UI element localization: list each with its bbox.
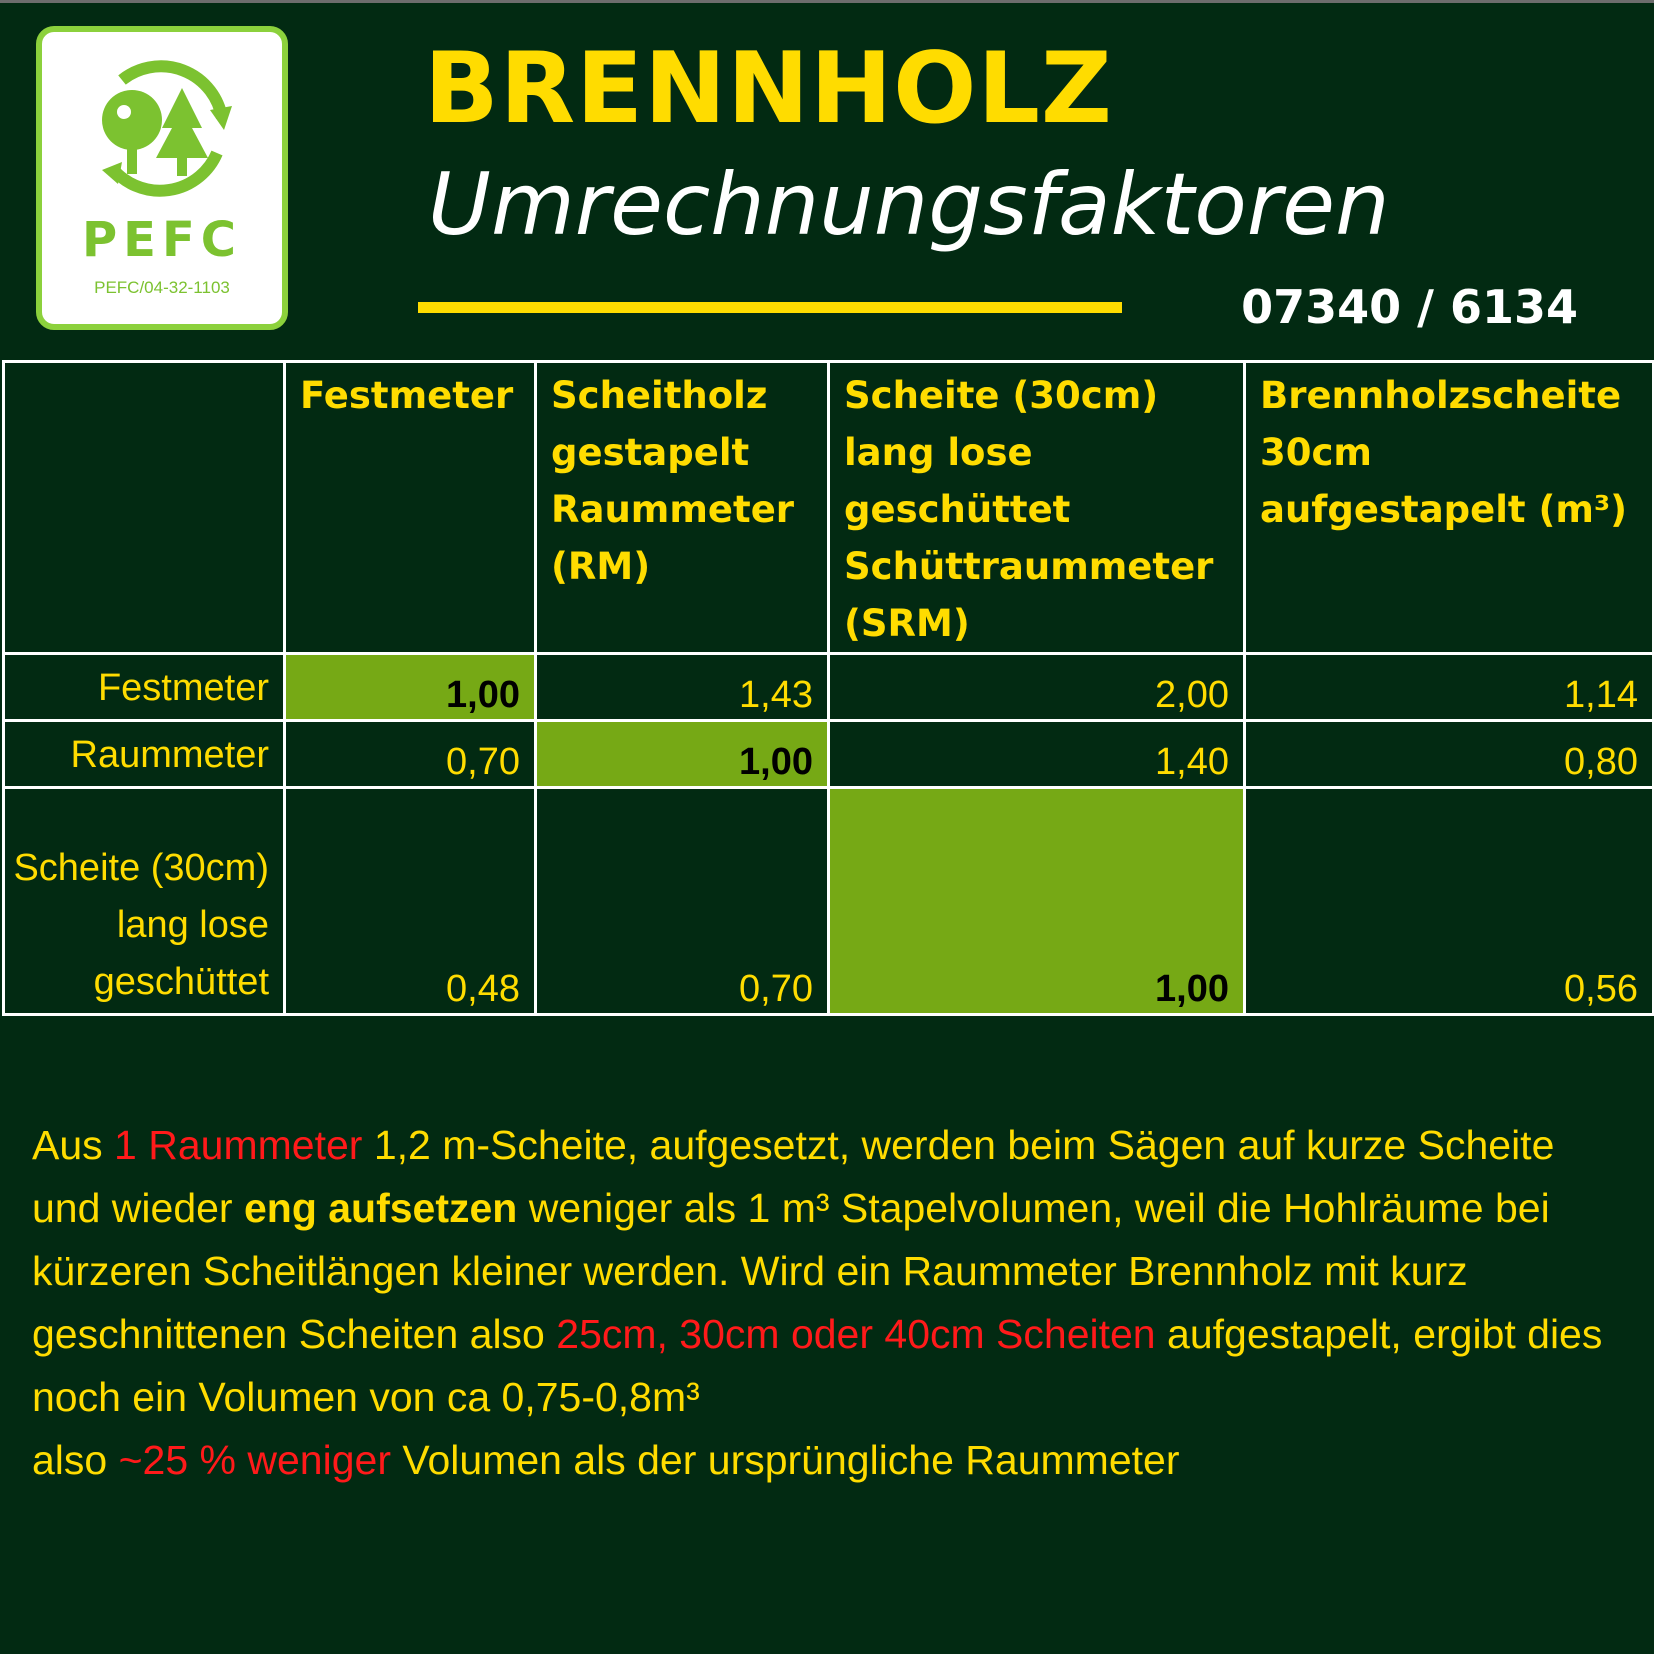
table-cell: 0,48 [285,788,536,1015]
explanation-note [32,1114,1632,1492]
table-cell: 1,00 [536,721,829,788]
table-cell: 1,14 [1245,654,1654,721]
table-cell: 1,00 [829,788,1245,1015]
table-cell: 0,56 [1245,788,1654,1015]
note-text: weniger als 1 m³ Stapelvolumen, weil die Hohlräume bei kürzeren Scheitlängen kleiner werden. Wird ein Raummeter Brennholz mit kurz geschnittenen Scheiten also [32,1185,1550,1357]
table-cell: 1,40 [829,721,1245,788]
table-row [4,654,1654,721]
table-cell: 0,70 [536,788,829,1015]
column-header-raummeter: Scheitholz gestapelt Raummeter (RM) [536,362,829,654]
title-underline [418,302,1122,313]
table-header-row [4,362,1654,654]
column-header-festmeter: Festmeter [285,362,536,654]
note-text: aufgestapelt, ergibt dies noch ein Volumen von ca 0,75-0,8m³ [32,1311,1603,1420]
page-subtitle: Umrechnungsfaktoren [428,155,1390,255]
note-emphasis-lengths: 25cm, 30cm oder 40cm Scheiten [556,1311,1156,1357]
column-header-brennholzscheite: Brennholzscheite 30cm aufgestapelt (m³) [1245,362,1654,654]
table-cell: 1,00 [285,654,536,721]
top-border [0,0,1654,3]
note-emphasis-percent: ~25 % weniger [118,1437,391,1483]
row-label-scheite: Scheite (30cm) lang lose geschüttet [4,788,285,1015]
note-text: Aus [32,1122,115,1168]
pefc-wordmark: PEFC [82,212,242,268]
table-row [4,788,1654,1015]
phone-number: 07340 / 6134 [1241,280,1578,334]
pefc-certificate-code: PEFC/04-32-1103 [94,278,230,297]
pefc-trees-icon [82,58,242,208]
table-cell: 0,80 [1245,721,1654,788]
table-corner-cell [4,362,285,654]
conversion-table [2,360,1654,1016]
table-cell: 0,70 [285,721,536,788]
row-label-festmeter: Festmeter [4,654,285,721]
table-row [4,721,1654,788]
note-text: Volumen als der ursprüngliche Raummeter [390,1437,1180,1483]
table-cell: 2,00 [829,654,1245,721]
note-text: also [32,1437,119,1483]
table-cell: 1,43 [536,654,829,721]
page-title: BRENNHOLZ [424,32,1113,146]
pefc-logo [36,26,288,330]
note-bold-eng-aufsetzen: eng aufsetzen [243,1185,518,1231]
column-header-schuettraummeter: Scheite (30cm) lang lose geschüttet Schüttraummeter (SRM) [829,362,1245,654]
conversion-table-wrap [0,360,1654,1016]
row-label-raummeter: Raummeter [4,721,285,788]
note-text: 1,2 m-Scheite, aufgesetzt, werden beim Sägen auf kurze Scheite und wieder [32,1122,1555,1231]
note-emphasis-raummeter: 1 Raummeter [114,1122,363,1168]
